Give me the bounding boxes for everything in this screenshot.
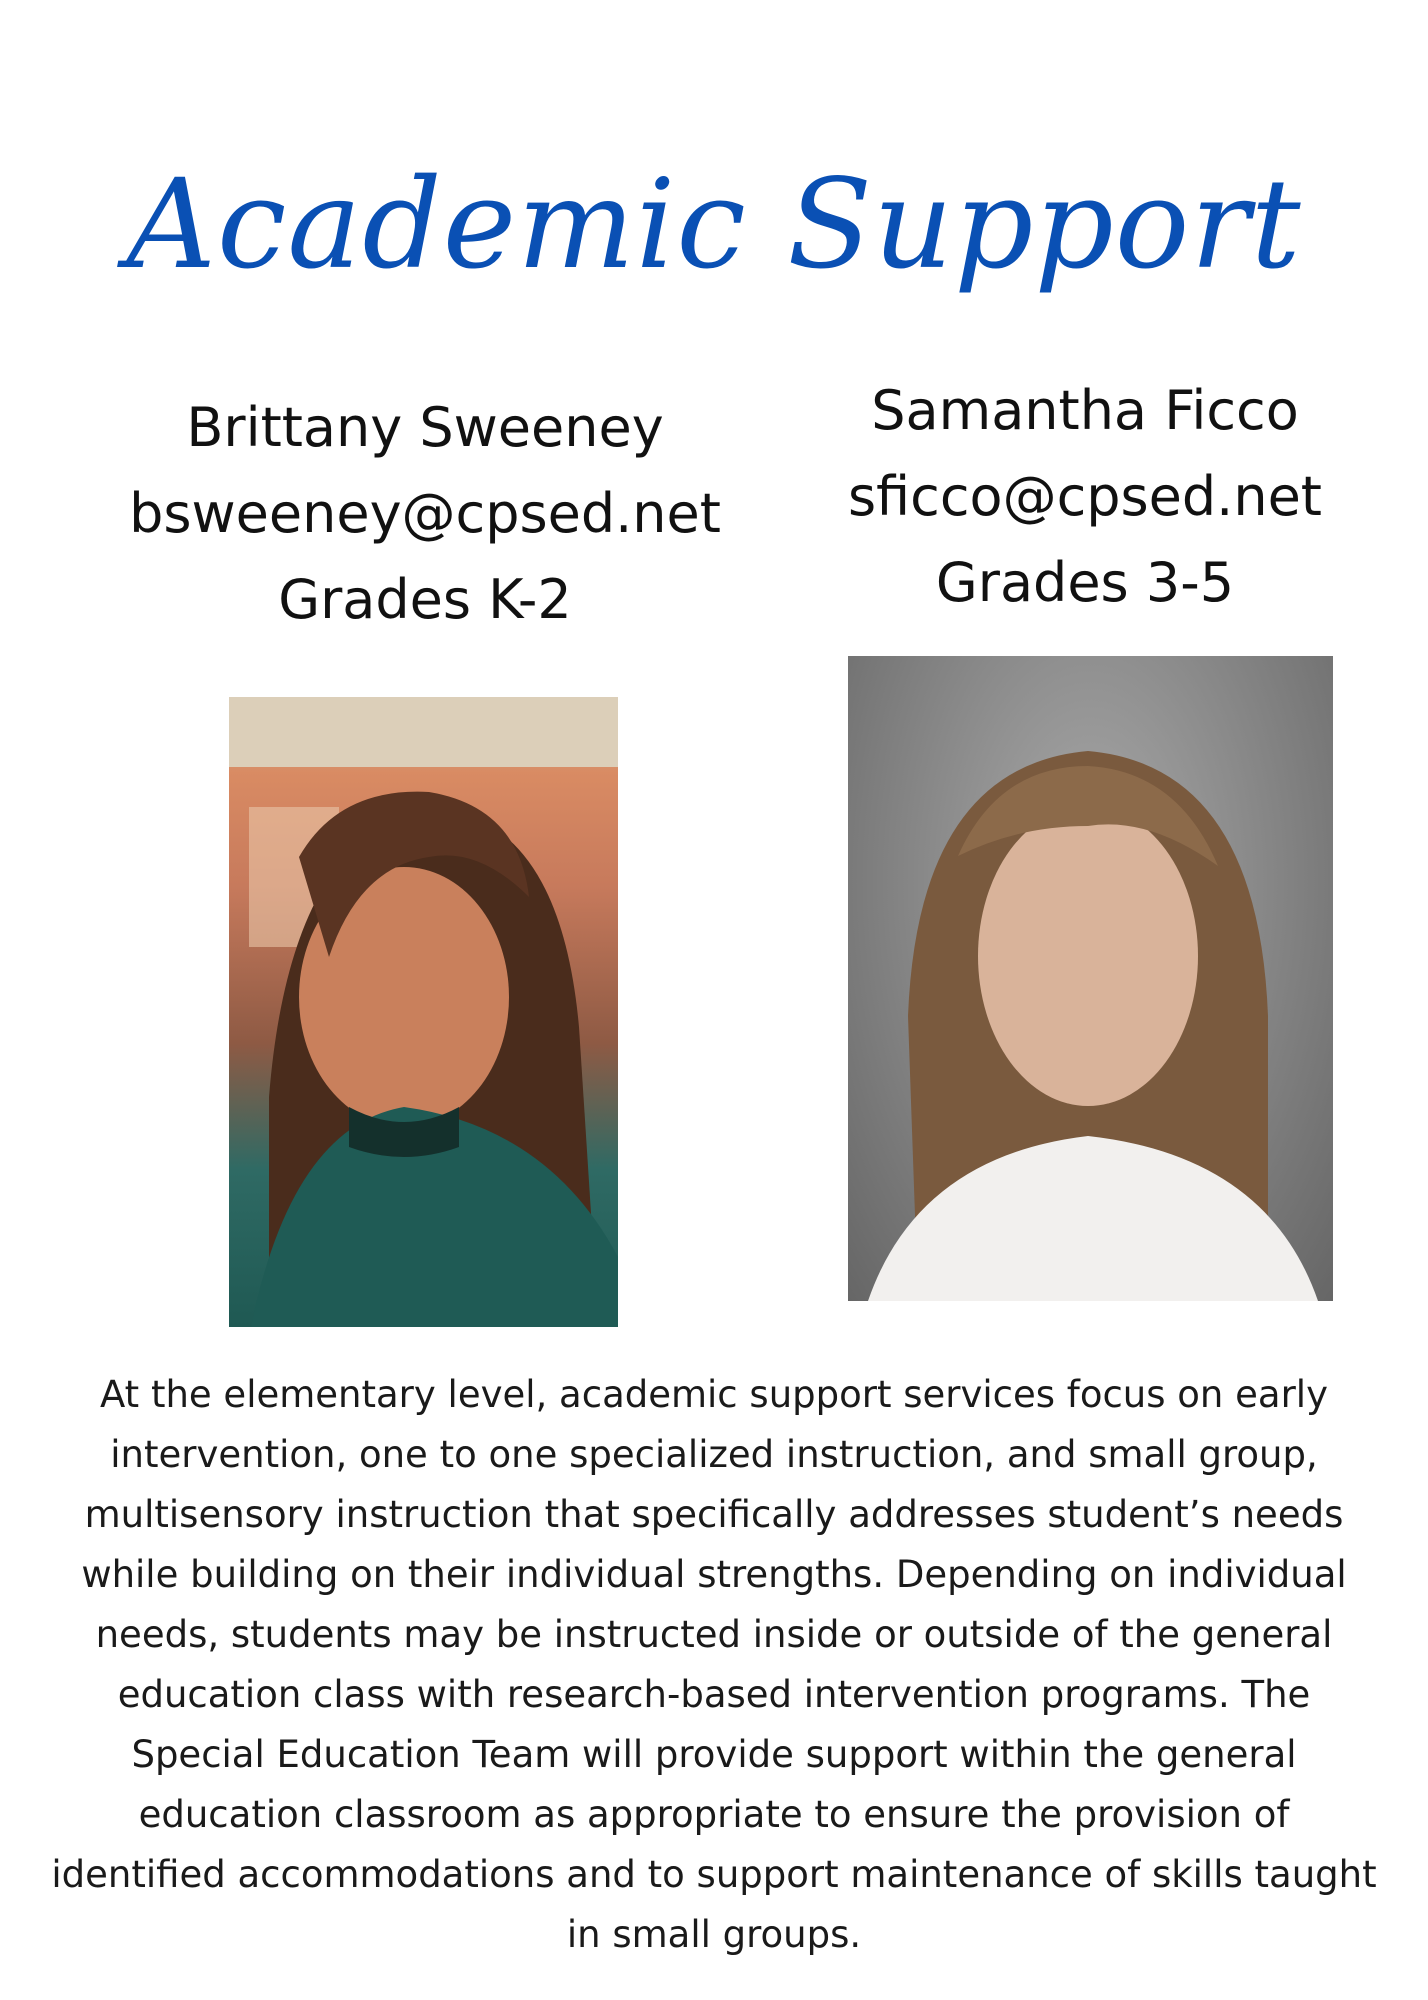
staff-grades: Grades K-2 [278,568,572,631]
staff-photo-ficco [848,656,1333,1301]
description-text [40,1365,1388,1965]
description-line: education classroom as appropriate to ensure the provision of [138,1793,1290,1836]
staff-card-sweeney [100,385,750,643]
description-line: education class with research-based intervention programs. The [117,1673,1311,1716]
description-line: needs, students may be instructed inside or outside of the general [95,1613,1333,1656]
page-title: Academic Support [126,153,1302,297]
description-line: intervention, one to one specialized instruction, and small group, [110,1433,1318,1476]
staff-name: Samantha Ficco [871,379,1299,442]
staff-email: sficco@cpsed.net [848,465,1322,528]
staff-card-ficco [760,368,1410,626]
description-line: Special Education Team will provide support within the general [131,1733,1297,1776]
description-line: multisensory instruction that specifically addresses student’s needs [84,1493,1344,1536]
staff-grades: Grades 3-5 [935,551,1235,614]
description-line: in small groups. [566,1913,862,1956]
description-line: while building on their individual strengths. Depending on individual [81,1553,1347,1596]
description-line: identified accommodations and to support maintenance of skills taught [51,1853,1377,1896]
description-line: At the elementary level, academic support services focus on early [100,1373,1328,1416]
staff-photo-sweeney [229,697,618,1327]
staff-name: Brittany Sweeney [186,396,664,459]
staff-email: bsweeney@cpsed.net [129,482,721,545]
